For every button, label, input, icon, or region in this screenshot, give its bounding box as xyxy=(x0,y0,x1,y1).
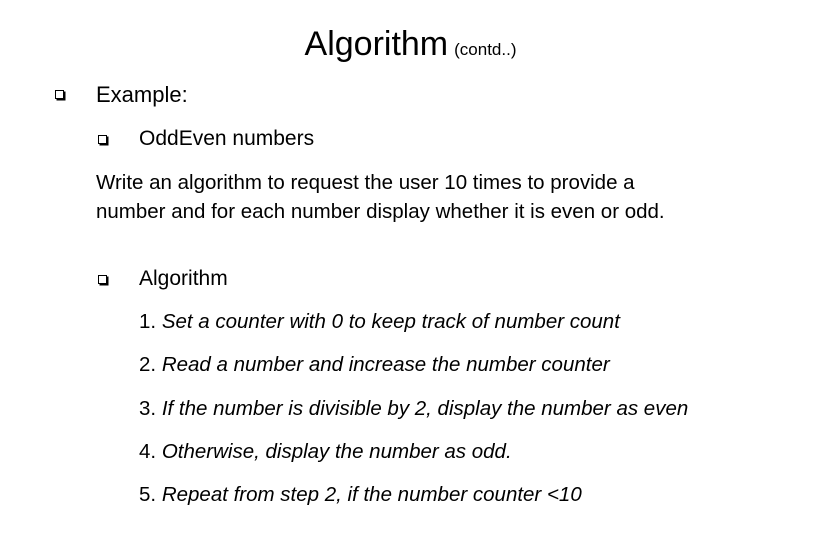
step-text: Read a number and increase the number counter xyxy=(161,353,610,376)
step-number: 4. xyxy=(139,440,157,463)
example-label: Example: xyxy=(96,82,188,107)
step-text: Otherwise, display the number as odd. xyxy=(161,440,512,463)
step-text: If the number is divisible by 2, display the number as even xyxy=(161,397,689,420)
step-number: 2. xyxy=(139,353,157,376)
description-line-1: Write an algorithm to request the user 10 times to provide a xyxy=(96,171,635,194)
algorithm-step xyxy=(139,351,610,379)
step-number: 1. xyxy=(139,310,157,333)
step-text: Repeat from step 2, if the number counter <10 xyxy=(161,483,582,506)
step-text: Set a counter with 0 to keep track of number count xyxy=(161,310,620,333)
square-bullet-icon xyxy=(98,135,107,144)
step-number: 3. xyxy=(139,397,157,420)
title-text: Algorithm xyxy=(304,25,449,63)
step-number: 5. xyxy=(139,483,157,506)
problem-label: OddEven numbers xyxy=(139,127,315,150)
square-bullet-icon xyxy=(55,90,64,99)
algorithm-step xyxy=(139,395,688,423)
algorithm-step xyxy=(139,438,512,466)
square-bullet-icon xyxy=(98,275,107,284)
algorithm-step xyxy=(139,308,620,336)
description-line-2: number and for each number display whether it is even or odd. xyxy=(96,200,665,223)
algorithm-step xyxy=(139,481,582,509)
title-suffix: (contd..) xyxy=(454,40,517,59)
slide-title xyxy=(0,22,821,72)
algorithm-label: Algorithm xyxy=(139,267,228,290)
